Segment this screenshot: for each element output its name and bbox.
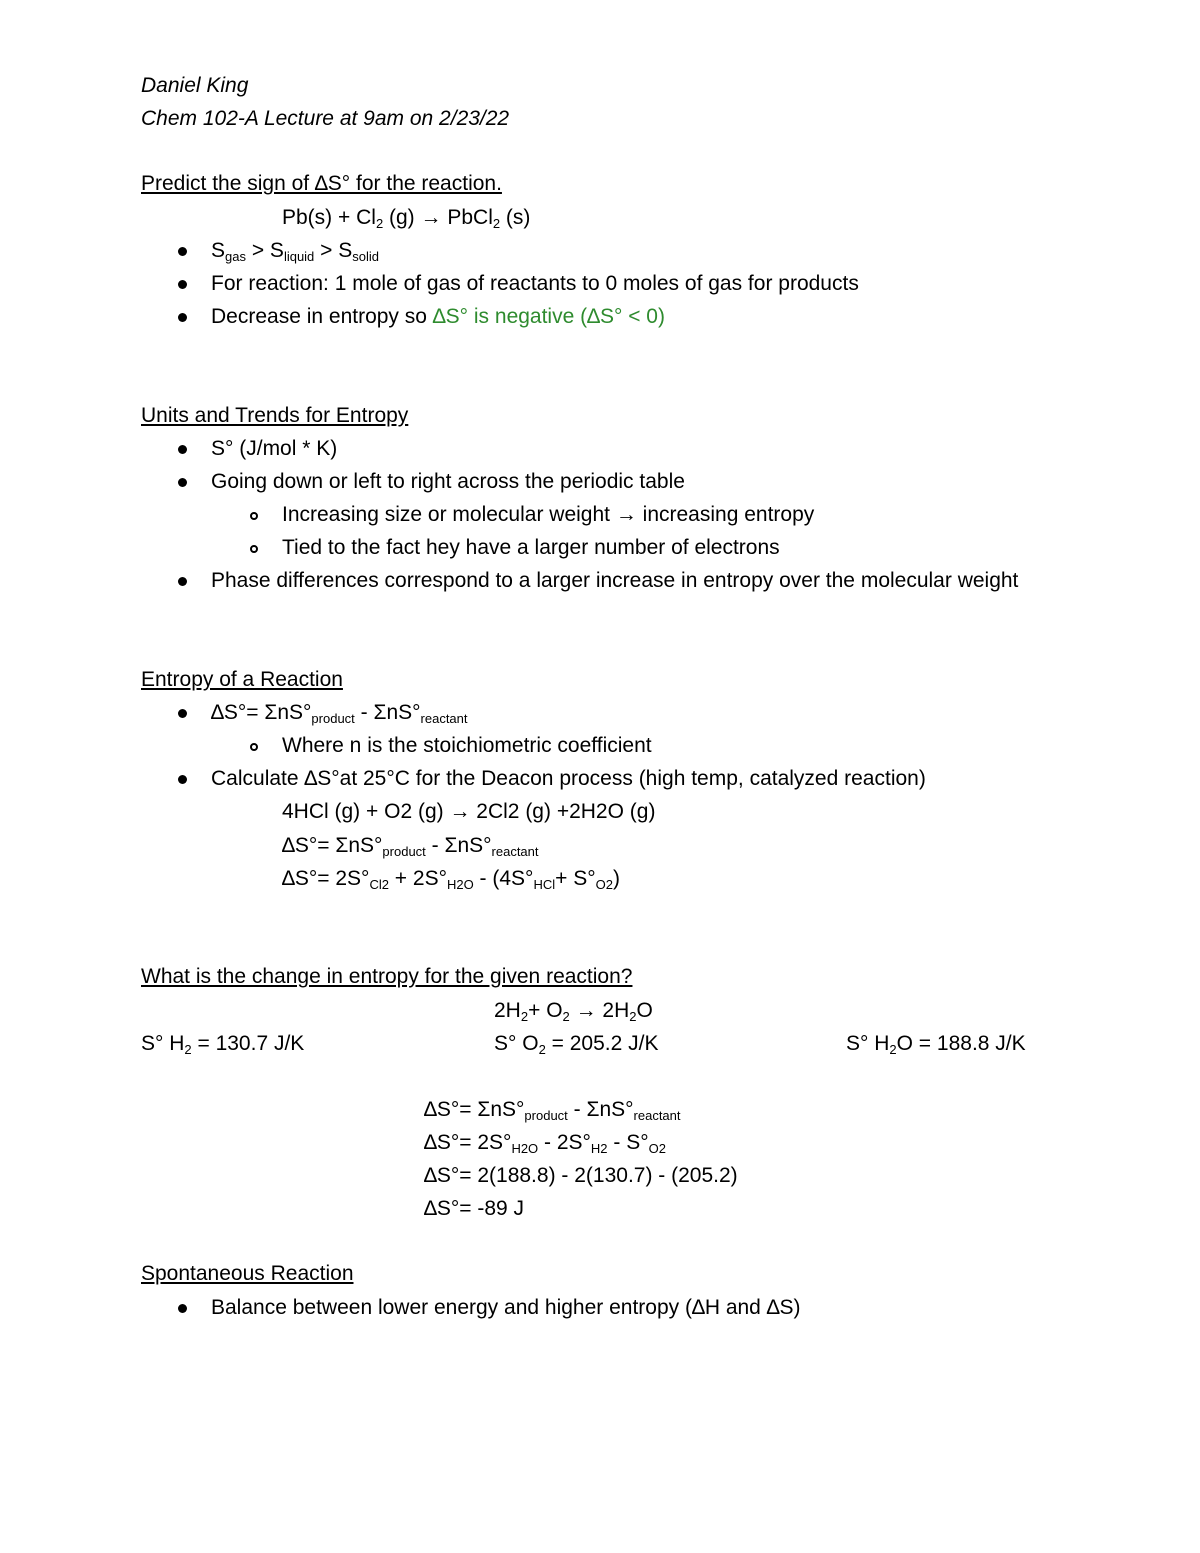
bullet-icon [178,775,187,784]
deacon-equation: 4HCl (g) + O2 (g) → 2Cl2 (g) +2H2O (g) [282,800,656,823]
entropy-formula: $\Delta S^\circ= \Sigma nS^\circ_{product} - \Sigma nS^\circ_{reactant}$ [211,701,468,726]
course-line: Chem 102-A Lecture at 9am on 2/23/22 [141,107,510,130]
bullet-icon [178,1304,187,1313]
s-h2o-value: S° $H_2O = 188.8$ J/K [846,1032,1026,1057]
heading-units-trends: Units and Trends for Entropy [141,404,409,427]
deacon-expansion: $\Delta S^\circ= 2S^\circ_{Cl2} + 2S^\circ_{H2O} - (4S^\circ_{HCl}+ S^\circ_{O2})$ [282,867,620,892]
bullet-icon [178,445,187,454]
bullet-icon [178,577,187,586]
entropy-units: S° (J/mol * K) [211,437,338,460]
solution-result: ∆S°= -89 J [424,1197,525,1220]
solution-substitution: ∆S°= 2(188.8) - 2(130.7) - (205.2) [424,1164,738,1187]
size-weight-trend: Increasing size or molecular weight → increasing entropy [282,503,815,526]
sub-bullet-icon [250,512,258,520]
s-o2-value: S° $O_2 = 205.2$ J/K [494,1032,659,1057]
author-name: Daniel King [141,74,249,97]
bullet-icon [178,313,187,322]
equation-pb-cl2: $Pb(s) + Cl_2$ (g) → PbCl$_2$ (s) [282,206,531,231]
decrease-entropy-note: Decrease in entropy so ∆S° is negative (∆S° < 0) [211,305,665,328]
sub-bullet-icon [250,545,258,553]
bullet-icon [178,709,187,718]
entropy-phase-order: $S_{gas} > S_{liquid} > S_{solid}$ [211,239,379,264]
negative-sign-highlight: ∆S° is negative (∆S° < 0) [432,305,665,328]
stoich-note: Where n is the stoichiometric coefficient [282,734,652,757]
s-h2-value: S° $H_2 = 130.7$ J/K [141,1032,305,1057]
deacon-formula: $\Delta S^\circ= \Sigma nS^\circ_{product} - \Sigma nS^\circ_{reactant}$ [282,834,539,859]
heading-spontaneous: Spontaneous Reaction [141,1262,354,1285]
balance-note: Balance between lower energy and higher entropy (∆H and ∆S) [211,1296,801,1319]
periodic-trend: Going down or left to right across the periodic table [211,470,685,493]
bullet-icon [178,478,187,487]
moles-gas-note: For reaction: 1 mole of gas of reactants to 0 moles of gas for products [211,272,859,295]
solution-formula: $\Delta S^\circ= \Sigma nS^\circ_{product} - \Sigma nS^\circ_{reactant}$ [424,1098,681,1123]
water-equation: $2H_2+ O_2 \to 2H_2O$ [494,999,653,1024]
phase-differences-note: Phase differences correspond to a larger increase in entropy over the molecular weight [211,569,1019,592]
heading-predict-sign: Predict the sign of ∆S° for the reaction. [141,172,502,195]
deacon-prompt: Calculate ∆S°at 25°C for the Deacon process (high temp, catalyzed reaction) [211,767,926,790]
bullet-icon [178,247,187,256]
heading-entropy-reaction: Entropy of a Reaction [141,668,343,691]
bullet-icon [178,280,187,289]
electrons-note: Tied to the fact hey have a larger number of electrons [282,536,780,559]
sub-bullet-icon [250,743,258,751]
solution-expansion: $\Delta S^\circ= 2S^\circ_{H2O} - 2S^\circ_{H2} - S^\circ_{O2}$ [424,1131,666,1156]
heading-change-entropy: What is the change in entropy for the given reaction? [141,965,633,988]
